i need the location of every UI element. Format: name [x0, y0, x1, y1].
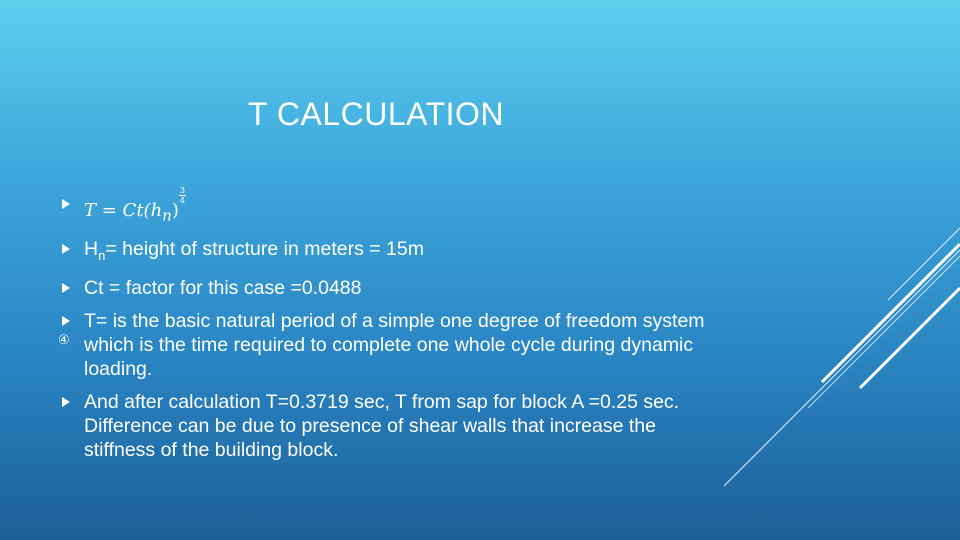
bullet-ct-factor: Ct = factor for this case =0.0488 [62, 276, 722, 300]
bullet-list [58, 186, 722, 471]
bullet-height: $H_n=$ height of structure in meters = 15m [62, 237, 722, 268]
bullet-arrow-icon [62, 316, 70, 326]
bullet-arrow-icon [62, 199, 70, 209]
bullet-arrow-icon [62, 244, 70, 254]
bullet-result: And after calculation T=0.3719 sec, T from sap for block A =0.25 sec. Difference can be due to presence of shear walls that increase the stiffness of the building block. [62, 390, 722, 462]
bullet-formula [62, 186, 722, 228]
bullet-arrow-icon [62, 283, 70, 293]
slide-title: T CALCULATION [248, 96, 505, 132]
bullet-period-definition: ④ T= is the basic natural period of a simple one degree of freedom system which is the time required to complete one whole cycle during dynamic loading. [58, 310, 705, 381]
bullet-arrow-icon [62, 397, 70, 407]
exponent-fraction: $\frac{3}{4}$ [179, 186, 185, 205]
circled-four-marker: ④ [58, 332, 70, 348]
period-formula: $T = Ct(h_n)$ $\frac{3}{4}$ [84, 186, 185, 225]
